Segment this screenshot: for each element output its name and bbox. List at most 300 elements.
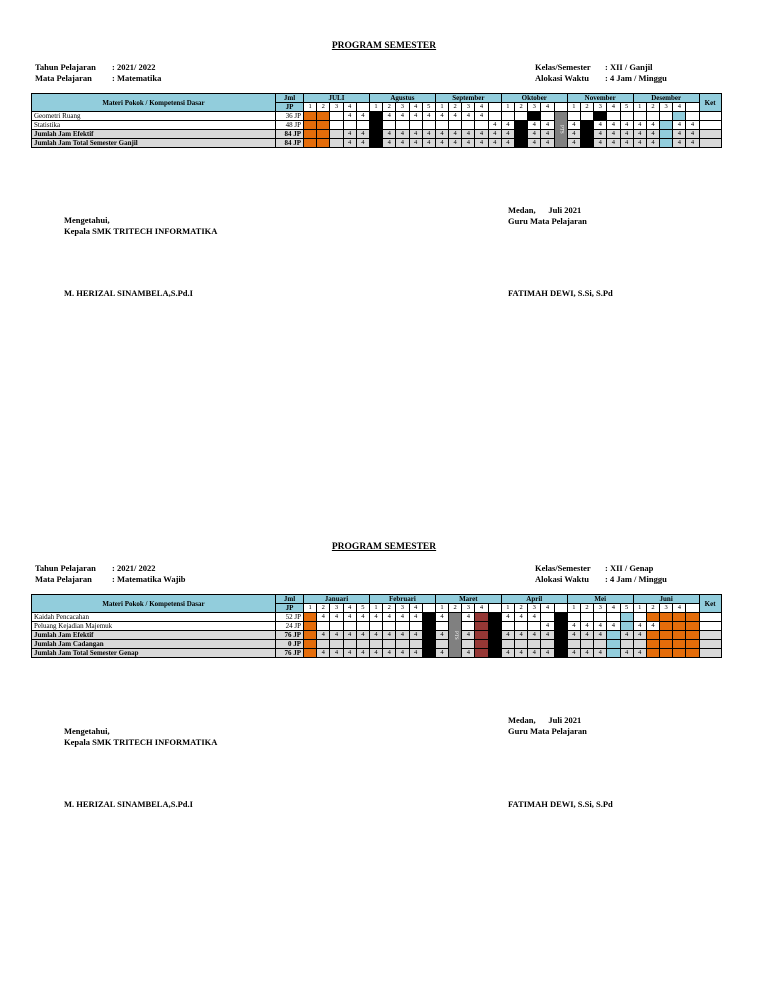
- header-jp: JP: [276, 604, 304, 613]
- week-cell: [330, 139, 343, 148]
- week-cell: [449, 121, 462, 130]
- week-cell: [673, 631, 686, 640]
- week-number: 4: [541, 604, 554, 613]
- week-cell: 4: [580, 631, 593, 640]
- week-cell: [422, 613, 435, 622]
- week-cell: [607, 613, 620, 622]
- week-cell: 4: [501, 130, 514, 139]
- week-cell: 4: [501, 139, 514, 148]
- week-number: 2: [449, 604, 462, 613]
- week-cell: [660, 649, 673, 658]
- week-cell: [515, 112, 528, 121]
- header-ket: Ket: [699, 595, 721, 613]
- week-cell: 4: [383, 649, 396, 658]
- week-number: 5: [356, 604, 369, 613]
- week-number: 1: [567, 103, 580, 112]
- table-row: [32, 112, 722, 121]
- week-number: 1: [435, 604, 448, 613]
- week-cell: [580, 112, 593, 121]
- tahun-value: : 2021/ 2022: [112, 62, 156, 72]
- week-cell: [304, 130, 317, 139]
- week-cell: [646, 649, 659, 658]
- week-cell: [607, 631, 620, 640]
- principal-signature-header: [64, 215, 217, 237]
- kelas-value: : XII / Ganjil: [605, 62, 653, 72]
- week-cell: 4: [567, 130, 580, 139]
- materi-cell: Kaidah Pencacahan: [32, 613, 276, 622]
- week-cell: 4: [501, 121, 514, 130]
- week-cell: 4: [580, 649, 593, 658]
- header-jp: JP: [276, 103, 304, 112]
- week-cell: 4: [409, 631, 422, 640]
- week-cell: 4: [422, 139, 435, 148]
- table-row: [32, 613, 722, 622]
- week-number: 3: [660, 604, 673, 613]
- week-cell: 4: [475, 130, 488, 139]
- month-header: Agustus: [369, 94, 435, 103]
- jp-cell: 52 JP: [276, 613, 304, 622]
- week-cell: 4: [475, 112, 488, 121]
- week-cell: 4: [343, 139, 356, 148]
- acknowledged-label: Mengetahui,: [64, 215, 110, 225]
- week-number: 1: [633, 103, 646, 112]
- week-cell: [580, 640, 593, 649]
- week-cell: 4: [501, 613, 514, 622]
- week-cell: 4: [541, 649, 554, 658]
- week-cell: 4: [580, 622, 593, 631]
- week-cell: 4: [567, 622, 580, 631]
- week-cell: 4: [594, 622, 607, 631]
- week-cell: [422, 640, 435, 649]
- table-row: [32, 139, 722, 148]
- week-cell: [554, 631, 567, 640]
- ket-cell: [699, 139, 721, 148]
- week-number: 1: [369, 604, 382, 613]
- week-cell: 4: [541, 622, 554, 631]
- week-cell: [356, 121, 369, 130]
- week-number: 4: [409, 103, 422, 112]
- week-cell: 4: [330, 613, 343, 622]
- page-title: PROGRAM SEMESTER: [331, 41, 437, 51]
- week-cell: 4: [462, 139, 475, 148]
- week-cell: 4: [317, 613, 330, 622]
- week-number: 1: [304, 103, 317, 112]
- week-cell: 4: [317, 649, 330, 658]
- month-header: September: [435, 94, 501, 103]
- week-cell: [646, 613, 659, 622]
- week-number: 2: [646, 103, 659, 112]
- week-cell: 4: [515, 649, 528, 658]
- week-cell: [554, 613, 567, 622]
- week-cell: [304, 139, 317, 148]
- week-cell: 4: [396, 112, 409, 121]
- week-number: 4: [475, 103, 488, 112]
- week-cell: 4: [435, 112, 448, 121]
- week-cell: [594, 613, 607, 622]
- month-header: Oktober: [501, 94, 567, 103]
- week-cell: 4: [435, 631, 448, 640]
- week-cell: 4: [620, 121, 633, 130]
- week-cell: [330, 640, 343, 649]
- week-number: 5: [620, 103, 633, 112]
- week-number: 2: [449, 103, 462, 112]
- week-cell: 4: [501, 649, 514, 658]
- ket-cell: [699, 121, 721, 130]
- month-header: Juni: [633, 595, 699, 604]
- week-cell: 4: [475, 139, 488, 148]
- week-cell: 4: [501, 631, 514, 640]
- week-cell: 4: [646, 622, 659, 631]
- week-cell: [422, 622, 435, 631]
- week-cell: 4: [409, 112, 422, 121]
- week-cell: [686, 640, 699, 649]
- week-cell: 4: [646, 130, 659, 139]
- week-cell: [580, 121, 593, 130]
- week-cell: 4: [396, 613, 409, 622]
- program-table: [31, 594, 722, 658]
- week-number: 3: [594, 604, 607, 613]
- week-cell: [620, 112, 633, 121]
- week-cell: [304, 649, 317, 658]
- week-cell: 4: [435, 139, 448, 148]
- week-cell: [330, 112, 343, 121]
- table-row: [32, 640, 722, 649]
- week-cell: 4: [646, 139, 659, 148]
- week-cell: [488, 631, 501, 640]
- week-number: 1: [435, 103, 448, 112]
- week-cell: 4: [528, 649, 541, 658]
- week-cell: [330, 130, 343, 139]
- week-cell: [475, 613, 488, 622]
- week-cell: 4: [633, 139, 646, 148]
- week-number: 3: [330, 103, 343, 112]
- tahun-label: Tahun Pelajaran: [35, 62, 96, 72]
- right-info-block: [535, 563, 667, 585]
- week-cell: [369, 139, 382, 148]
- week-cell: 4: [515, 613, 528, 622]
- week-cell: 4: [369, 631, 382, 640]
- week-cell: [317, 130, 330, 139]
- week-cell: [317, 640, 330, 649]
- week-cell: [422, 631, 435, 640]
- week-cell: [304, 640, 317, 649]
- month-header: Februari: [369, 595, 435, 604]
- week-cell: 4: [488, 139, 501, 148]
- week-cell: 4: [488, 130, 501, 139]
- week-cell: 4: [409, 649, 422, 658]
- week-number: 2: [317, 604, 330, 613]
- materi-cell: Peluang Kejadian Majemuk: [32, 622, 276, 631]
- week-number: [422, 604, 435, 613]
- week-number: [554, 604, 567, 613]
- week-number: 4: [343, 103, 356, 112]
- week-cell: [383, 121, 396, 130]
- week-cell: 4: [462, 613, 475, 622]
- mapel-label: Mata Pelajaran: [35, 73, 92, 83]
- week-cell: [330, 622, 343, 631]
- week-cell: [369, 622, 382, 631]
- jp-cell: 24 JP: [276, 622, 304, 631]
- place-date: Medan, Juli 2021: [508, 715, 582, 725]
- week-cell: [330, 121, 343, 130]
- week-cell: 4: [528, 121, 541, 130]
- week-cell: 4: [383, 139, 396, 148]
- week-cell: 4: [633, 631, 646, 640]
- week-cell: [317, 121, 330, 130]
- week-cell: 4: [435, 649, 448, 658]
- week-cell: [515, 622, 528, 631]
- principal-role: Kepala SMK TRITECH INFORMATIKA: [64, 226, 218, 236]
- week-cell: [435, 622, 448, 631]
- week-cell: [396, 640, 409, 649]
- week-cell: [515, 130, 528, 139]
- week-cell: [633, 112, 646, 121]
- week-cell: 4: [673, 130, 686, 139]
- right-info-block: [535, 62, 667, 84]
- ket-cell: [699, 613, 721, 622]
- week-cell: 4: [409, 139, 422, 148]
- week-cell: [686, 622, 699, 631]
- month-header: Desember: [633, 94, 699, 103]
- table-row: [32, 121, 722, 130]
- jp-cell: 76 JP: [276, 649, 304, 658]
- ket-cell: [699, 631, 721, 640]
- week-cell: 4: [620, 649, 633, 658]
- week-cell: 4: [594, 121, 607, 130]
- week-cell: 4: [686, 130, 699, 139]
- principal-role: Kepala SMK TRITECH INFORMATIKA: [64, 737, 218, 747]
- week-cell: 4: [646, 121, 659, 130]
- principal-name: M. HERIZAL SINAMBELA,S.Pd.I: [64, 799, 193, 809]
- week-cell: 4: [607, 622, 620, 631]
- week-cell: [488, 622, 501, 631]
- week-cell: 4: [528, 631, 541, 640]
- week-cell: [567, 613, 580, 622]
- program-table: [31, 93, 722, 148]
- week-cell: 4: [462, 631, 475, 640]
- table-row: [32, 622, 722, 631]
- week-cell: [343, 622, 356, 631]
- week-cell: [554, 649, 567, 658]
- week-cell: 4: [607, 130, 620, 139]
- week-cell: [501, 640, 514, 649]
- week-number: 1: [501, 604, 514, 613]
- week-cell: [660, 112, 673, 121]
- header-materi: Materi Pokok / Kompetensi Dasar: [32, 94, 276, 112]
- week-cell: 4: [343, 112, 356, 121]
- week-cell: 4: [594, 139, 607, 148]
- week-cell: [633, 613, 646, 622]
- week-number: 2: [646, 604, 659, 613]
- week-cell: [409, 121, 422, 130]
- month-header: Maret: [435, 595, 501, 604]
- jp-cell: 76 JP: [276, 631, 304, 640]
- week-cell: 4: [383, 112, 396, 121]
- week-cell: [528, 640, 541, 649]
- week-cell: 4: [383, 631, 396, 640]
- teacher-signature-header: [508, 715, 587, 737]
- week-cell: 4: [515, 631, 528, 640]
- week-cell: [383, 640, 396, 649]
- jp-cell: 0 JP: [276, 640, 304, 649]
- alokasi-value: : 4 Jam / Minggu: [605, 574, 667, 584]
- page-title: PROGRAM SEMESTER: [331, 542, 437, 552]
- week-cell: 4: [422, 112, 435, 121]
- week-number: 3: [528, 604, 541, 613]
- week-cell: [488, 112, 501, 121]
- week-cell: [620, 640, 633, 649]
- week-cell: [409, 640, 422, 649]
- week-cell: [369, 640, 382, 649]
- teacher-name: FATIMAH DEWI, S.Si, S.Pd: [508, 799, 613, 809]
- week-number: 2: [515, 604, 528, 613]
- week-cell: [541, 613, 554, 622]
- week-number: 3: [594, 103, 607, 112]
- ket-cell: [699, 640, 721, 649]
- week-cell: 4: [449, 139, 462, 148]
- left-info-block: [35, 563, 186, 585]
- week-cell: 4: [594, 631, 607, 640]
- week-number: 3: [660, 103, 673, 112]
- week-cell: [435, 640, 448, 649]
- week-cell: 4: [462, 130, 475, 139]
- week-cell: [409, 622, 422, 631]
- week-number: 4: [409, 604, 422, 613]
- week-number: 4: [343, 604, 356, 613]
- week-number: [686, 103, 699, 112]
- mapel-value: : Matematika Wajib: [112, 574, 186, 584]
- week-cell: 4: [356, 139, 369, 148]
- week-cell: [646, 112, 659, 121]
- mapel-label: Mata Pelajaran: [35, 574, 92, 584]
- header-jml: Jml: [276, 94, 304, 103]
- week-number: [356, 103, 369, 112]
- week-cell: [554, 640, 567, 649]
- week-cell: [488, 613, 501, 622]
- materi-cell: Jumlah Jam Cadangan: [32, 640, 276, 649]
- week-cell: [686, 613, 699, 622]
- week-cell: [304, 613, 317, 622]
- week-cell: [580, 139, 593, 148]
- week-cell: [317, 112, 330, 121]
- week-cell: 4: [633, 649, 646, 658]
- week-cell: 4: [620, 631, 633, 640]
- week-cell: [501, 112, 514, 121]
- week-cell: 4: [435, 613, 448, 622]
- materi-cell: Jumlah Jam Total Semester Ganjil: [32, 139, 276, 148]
- week-cell: 4: [633, 121, 646, 130]
- week-cell: 4: [343, 130, 356, 139]
- week-cell: [475, 631, 488, 640]
- week-cell: [660, 613, 673, 622]
- materi-cell: Jumlah Jam Efektif: [32, 130, 276, 139]
- week-cell: [660, 139, 673, 148]
- week-cell: 4: [488, 121, 501, 130]
- week-cell: [528, 112, 541, 121]
- week-cell: 4: [369, 649, 382, 658]
- week-number: 1: [369, 103, 382, 112]
- week-cell: [660, 121, 673, 130]
- week-cell: 4: [449, 130, 462, 139]
- ket-cell: [699, 130, 721, 139]
- week-cell: [396, 121, 409, 130]
- week-number: 2: [580, 604, 593, 613]
- left-info-block: [35, 62, 161, 84]
- teacher-signature-header: [508, 205, 587, 227]
- week-cell: 4: [409, 130, 422, 139]
- week-cell: [435, 121, 448, 130]
- week-cell: [369, 112, 382, 121]
- week-cell: [422, 649, 435, 658]
- week-cell: [369, 121, 382, 130]
- week-cell: [686, 631, 699, 640]
- week-cell: [567, 640, 580, 649]
- week-cell: [462, 622, 475, 631]
- week-cell: [475, 121, 488, 130]
- week-cell: 4: [528, 139, 541, 148]
- week-cell: [620, 613, 633, 622]
- week-cell: [304, 622, 317, 631]
- week-number: 1: [501, 103, 514, 112]
- week-cell: [646, 640, 659, 649]
- week-number: [488, 103, 501, 112]
- week-cell: [462, 121, 475, 130]
- week-cell: [541, 640, 554, 649]
- week-cell: 4: [673, 121, 686, 130]
- week-cell: 4: [343, 649, 356, 658]
- week-cell: [686, 649, 699, 658]
- week-cell: [356, 622, 369, 631]
- week-cell: [304, 631, 317, 640]
- week-number: 5: [620, 604, 633, 613]
- week-cell: [343, 640, 356, 649]
- week-cell: 4: [356, 130, 369, 139]
- materi-cell: Jumlah Jam Total Semester Genap: [32, 649, 276, 658]
- principal-name: M. HERIZAL SINAMBELA,S.Pd.I: [64, 288, 193, 298]
- week-cell: [607, 649, 620, 658]
- header-materi: Materi Pokok / Kompetensi Dasar: [32, 595, 276, 613]
- week-cell: [660, 640, 673, 649]
- week-cell: 4: [686, 139, 699, 148]
- week-cell: [686, 112, 699, 121]
- week-cell: [607, 112, 620, 121]
- week-cell: [673, 613, 686, 622]
- week-number: 2: [383, 604, 396, 613]
- week-cell: 4: [541, 631, 554, 640]
- acknowledged-label: Mengetahui,: [64, 726, 110, 736]
- week-cell: [554, 622, 567, 631]
- ket-cell: [699, 622, 721, 631]
- week-cell: [317, 139, 330, 148]
- week-cell: 4: [567, 121, 580, 130]
- week-cell: 4: [435, 130, 448, 139]
- week-cell: 4: [396, 649, 409, 658]
- week-cell: 4: [620, 130, 633, 139]
- materi-cell: Geometri Ruang: [32, 112, 276, 121]
- week-number: 4: [607, 103, 620, 112]
- jp-cell: 48 JP: [276, 121, 304, 130]
- week-cell: 4: [356, 649, 369, 658]
- week-cell: [567, 112, 580, 121]
- week-number: 2: [383, 103, 396, 112]
- week-number: [488, 604, 501, 613]
- week-cell: [633, 640, 646, 649]
- week-cell: [515, 139, 528, 148]
- week-cell: 4: [356, 631, 369, 640]
- week-number: 4: [607, 604, 620, 613]
- week-cell: 4: [422, 130, 435, 139]
- month-header: JULI: [304, 94, 370, 103]
